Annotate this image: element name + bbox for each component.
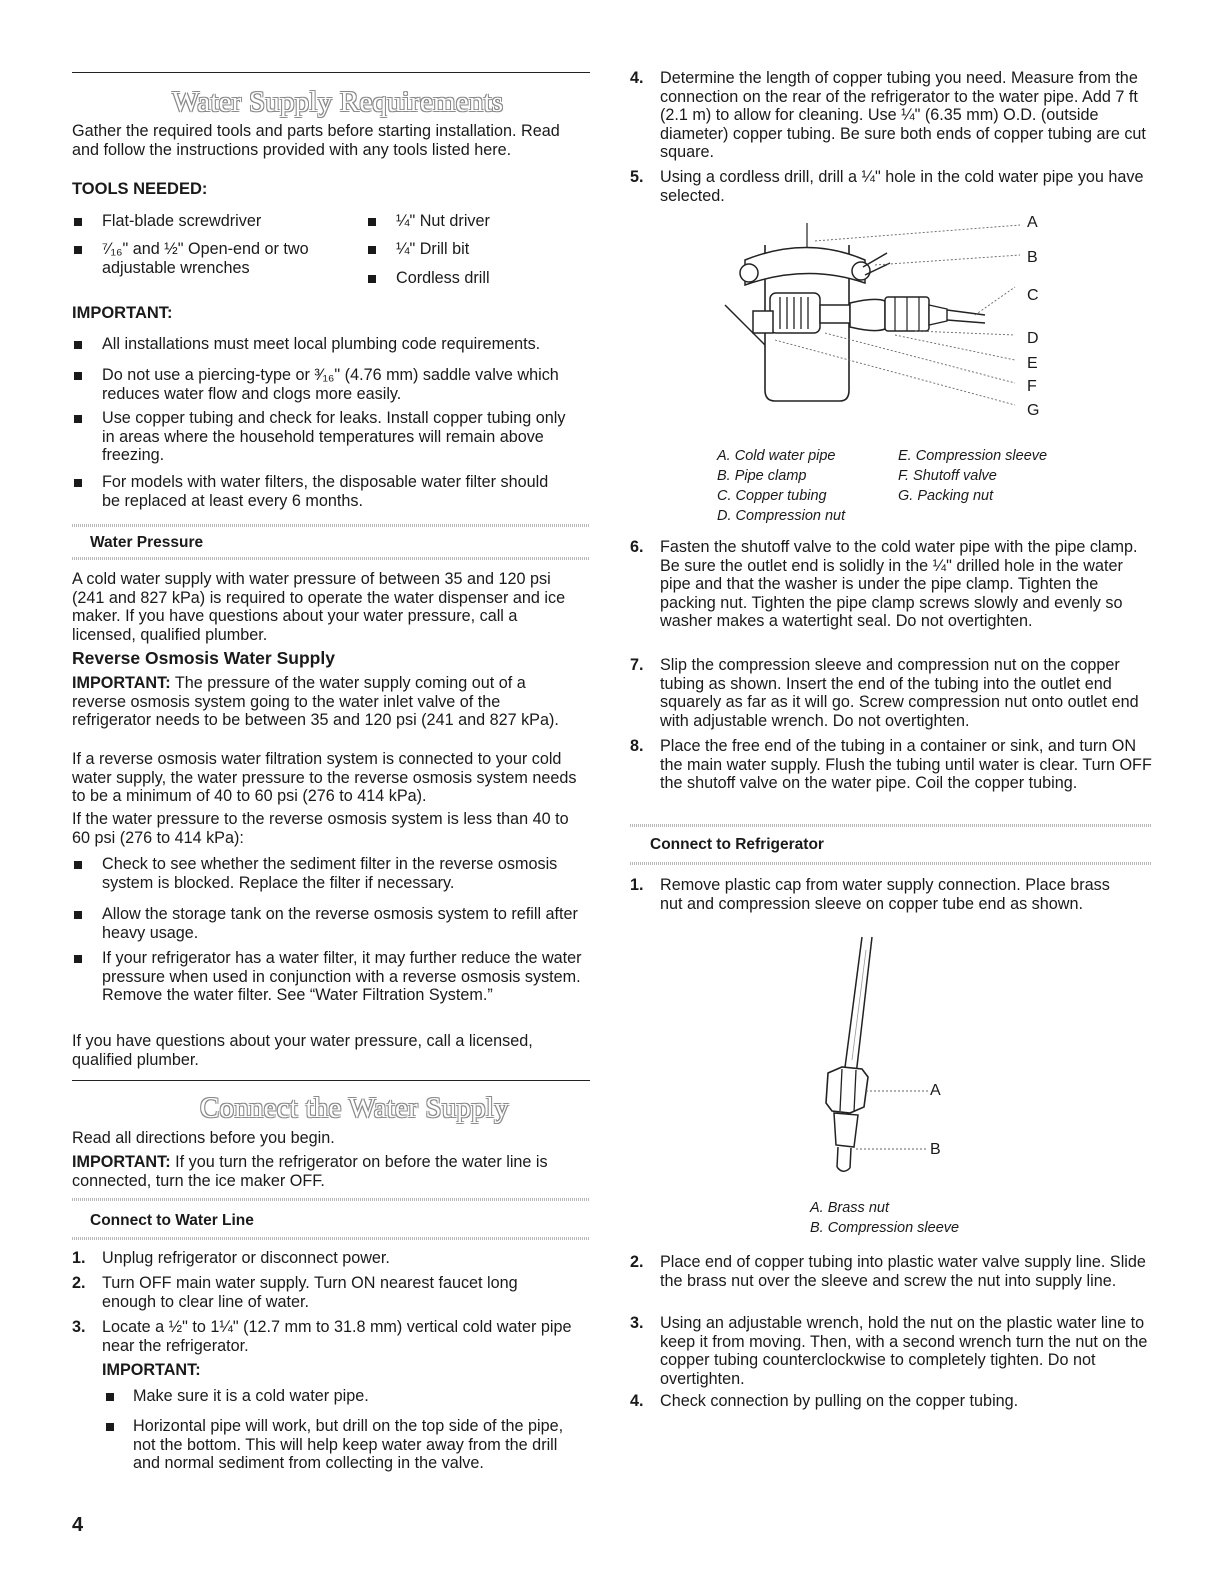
diagram-letter: A [930, 1082, 941, 1099]
bullet [368, 218, 376, 226]
ro-paragraph: If a reverse osmosis water filtration system is connected to your cold water supply, the water pressure to the reverse osmosis system needs to be a minimum of 40 to 60 psi (276 to 414 kPa). [72, 750, 577, 806]
bullet [74, 861, 82, 869]
step-number: 1. [72, 1249, 86, 1267]
connect-important-body: If you turn the refrigerator on before the water line is connected, turn the ice maker OFF. [72, 1153, 548, 1190]
diagram-letter: G [1027, 402, 1040, 419]
step-text: Slip the compression sleeve and compression nut on the copper tubing as shown. Insert the end of the tubing into the outlet end squarely as far as it will go. Screw compression nut onto outlet end with adjustable wrench. Do not overtighten. [660, 656, 1139, 730]
intro-text: Gather the required tools and parts before starting installation. Read and follow the instructions provided with any tools listed here. [72, 122, 560, 159]
bullet [74, 341, 82, 349]
step-text: Place the free end of the tubing in a container or sink, and turn ON the main water supply. Flush the tubing until water is clear. Turn OFF the shutoff valve on the water pipe. Coil the copper tubing. [660, 737, 1152, 793]
bullet [74, 218, 82, 226]
hatch-divider [72, 524, 590, 527]
bullet [74, 479, 82, 487]
water-line-step: Unplug refrigerator or disconnect power. [102, 1249, 390, 1267]
step3-item: Make sure it is a cold water pipe. [133, 1387, 369, 1405]
step-number: 4. [630, 1392, 644, 1410]
diagram-caption: G. Packing nut [898, 488, 994, 504]
ro-item: If your refrigerator has a water filter, it may further reduce the water pressure when used in conjunction with a reverse osmosis system. Remove the water filter. See “Water Filtration System.” [102, 949, 582, 1005]
water-supply-title: Water Supply Requirements [172, 86, 504, 118]
step-number: 8. [630, 737, 644, 755]
bullet [74, 415, 82, 423]
connect-title: Connect the Water Supply [200, 1092, 509, 1124]
diagram-caption: D. Compression nut [717, 508, 846, 524]
hatch-divider [72, 557, 590, 560]
diagram-letter: A [1027, 214, 1038, 231]
step-text: Using a cordless drill, drill a ¼" hole in the cold water pipe you have selected. [660, 168, 1144, 205]
ro-paragraph: If the water pressure to the reverse osmosis system is less than 40 to 60 psi (276 to 414 kPa): [72, 810, 569, 847]
bullet [74, 955, 82, 963]
diagram-caption: A. Cold water pipe [717, 448, 836, 464]
important-item: For models with water filters, the disposable water filter should be replaced at least every 6 months. [102, 473, 549, 510]
step-text: Determine the length of copper tubing you need. Measure from the connection on the rear of the refrigerator to the water pipe. Add 7 ft (2.1 m) to allow for cleaning. Use ¼" (6.35 mm) O.D. (outside diameter) copper tubing. Be sure both ends of copper tubing are cut square. [660, 69, 1146, 162]
diagram-caption: A. Brass nut [810, 1200, 889, 1216]
diagram-caption: F. Shutoff valve [898, 468, 997, 484]
step-text: Place end of copper tubing into plastic water valve supply line. Slide the brass nut over the sleeve and screw the nut into supply line. [660, 1253, 1146, 1290]
diagram-letter: C [1027, 287, 1039, 304]
diagram-letter: E [1027, 355, 1038, 372]
water-line-step: Locate a ½" to 1¼" (12.7 mm to 31.8 mm) vertical cold water pipe near the refrigerator. [102, 1318, 572, 1355]
diagram-caption: C. Copper tubing [717, 488, 827, 504]
section-rule [72, 1080, 590, 1081]
diagram-letter: B [1027, 249, 1038, 266]
ro-item: Check to see whether the sediment filter in the reverse osmosis system is blocked. Replace the filter if necessary. [102, 855, 558, 892]
shutoff-valve-diagram [715, 205, 1060, 430]
diagram-letter: D [1027, 330, 1039, 347]
tool-item: Flat-blade screwdriver [102, 212, 262, 230]
bullet [106, 1393, 114, 1401]
step-text: Check connection by pulling on the copper tubing. [660, 1392, 1019, 1410]
ro-important-text [72, 674, 577, 730]
diagram-caption: B. Compression sleeve [810, 1220, 960, 1236]
tool-item: ¼" Drill bit [396, 240, 470, 258]
bullet [368, 275, 376, 283]
connect-intro: Read all directions before you begin. [72, 1129, 335, 1147]
step-number: 1. [630, 876, 644, 894]
diagram-caption: E. Compression sleeve [898, 448, 1048, 464]
important-item: Do not use a piercing-type or ³⁄₁₆" (4.76 mm) saddle valve which reduces water flow and clogs more easily. [102, 366, 559, 403]
step-number: 6. [630, 538, 644, 556]
tool-item: ¼" Nut driver [396, 212, 490, 230]
bullet [368, 246, 376, 254]
water-line-step: Turn OFF main water supply. Turn ON nearest faucet long enough to clear line of water. [102, 1274, 518, 1311]
ro-closing: If you have questions about your water pressure, call a licensed, qualified plumber. [72, 1032, 533, 1069]
refrigerator-heading: Connect to Refrigerator [650, 836, 824, 853]
hatch-divider [630, 824, 1152, 827]
connect-important-label: IMPORTANT: [72, 1153, 171, 1171]
ro-heading: Reverse Osmosis Water Supply [72, 648, 335, 668]
step3-item: Horizontal pipe will work, but drill on the top side of the pipe, not the bottom. This will help keep water away from the drill and normal sediment from collecting in the valve. [133, 1417, 564, 1473]
step-number: 3. [630, 1314, 644, 1332]
diagram-caption: B. Pipe clamp [717, 468, 807, 484]
step-number: 5. [630, 168, 644, 186]
ro-item: Allow the storage tank on the reverse osmosis system to refill after heavy usage. [102, 905, 578, 942]
bullet [74, 911, 82, 919]
top-rule-left [72, 72, 590, 73]
water-pressure-heading: Water Pressure [90, 534, 204, 551]
step-number: 2. [72, 1274, 86, 1292]
water-line-heading: Connect to Water Line [90, 1212, 254, 1229]
hatch-divider [630, 862, 1152, 865]
step-number: 3. [72, 1318, 86, 1336]
important-heading: IMPORTANT: [72, 304, 173, 322]
diagram-letter: F [1027, 378, 1037, 395]
tool-item: ⁷⁄₁₆" and ½" Open-end or two adjustable wrenches [102, 240, 309, 277]
page-number: 4 [72, 1514, 84, 1536]
bullet [106, 1423, 114, 1431]
important-item: Use copper tubing and check for leaks. Install copper tubing only in areas where the household temperatures will remain above freezing. [102, 409, 566, 465]
step-number: 4. [630, 69, 644, 87]
hatch-divider [72, 1237, 590, 1240]
step-text: Using an adjustable wrench, hold the nut on the plastic water line to keep it from moving. Then, with a second wrench turn the nut on the copper tubing counterclockwise to completely tighten. Do not overtighten. [660, 1314, 1148, 1388]
bullet [74, 372, 82, 380]
step3-important: IMPORTANT: [102, 1361, 201, 1379]
important-item: All installations must meet local plumbing code requirements. [102, 335, 541, 353]
step-text: Fasten the shutoff valve to the cold water pipe with the pipe clamp. Be sure the outlet end is solidly in the ¼" drilled hole in the water pipe and that the washer is under the pipe clamp. Tighten the packing nut. Tighten the pipe clamp screws slowly and evenly so washer makes a watertight seal. Do not overtighten. [660, 538, 1138, 631]
water-pressure-text: A cold water supply with water pressure of between 35 and 120 psi (241 and 827 kPa) is required to operate the water dispenser and ice maker. If you have questions about your water pressure, call a licensed, qualified plumber. [72, 570, 566, 644]
connect-important [72, 1153, 587, 1190]
ro-important-label: IMPORTANT: [72, 674, 171, 692]
diagram-letter: B [930, 1141, 941, 1158]
hatch-divider [72, 1198, 590, 1201]
step-number: 7. [630, 656, 644, 674]
tools-heading: TOOLS NEEDED: [72, 180, 208, 198]
step-number: 2. [630, 1253, 644, 1271]
step-text: Remove plastic cap from water supply connection. Place brass nut and compression sleeve on copper tube end as shown. [660, 876, 1110, 913]
bullet [74, 246, 82, 254]
ro-important-body: The pressure of the water supply coming out of a reverse osmosis system going to the water inlet valve of the refrigerator needs to be between 35 and 120 psi (241 and 827 kPa). [72, 674, 559, 730]
tool-item: Cordless drill [396, 269, 490, 287]
